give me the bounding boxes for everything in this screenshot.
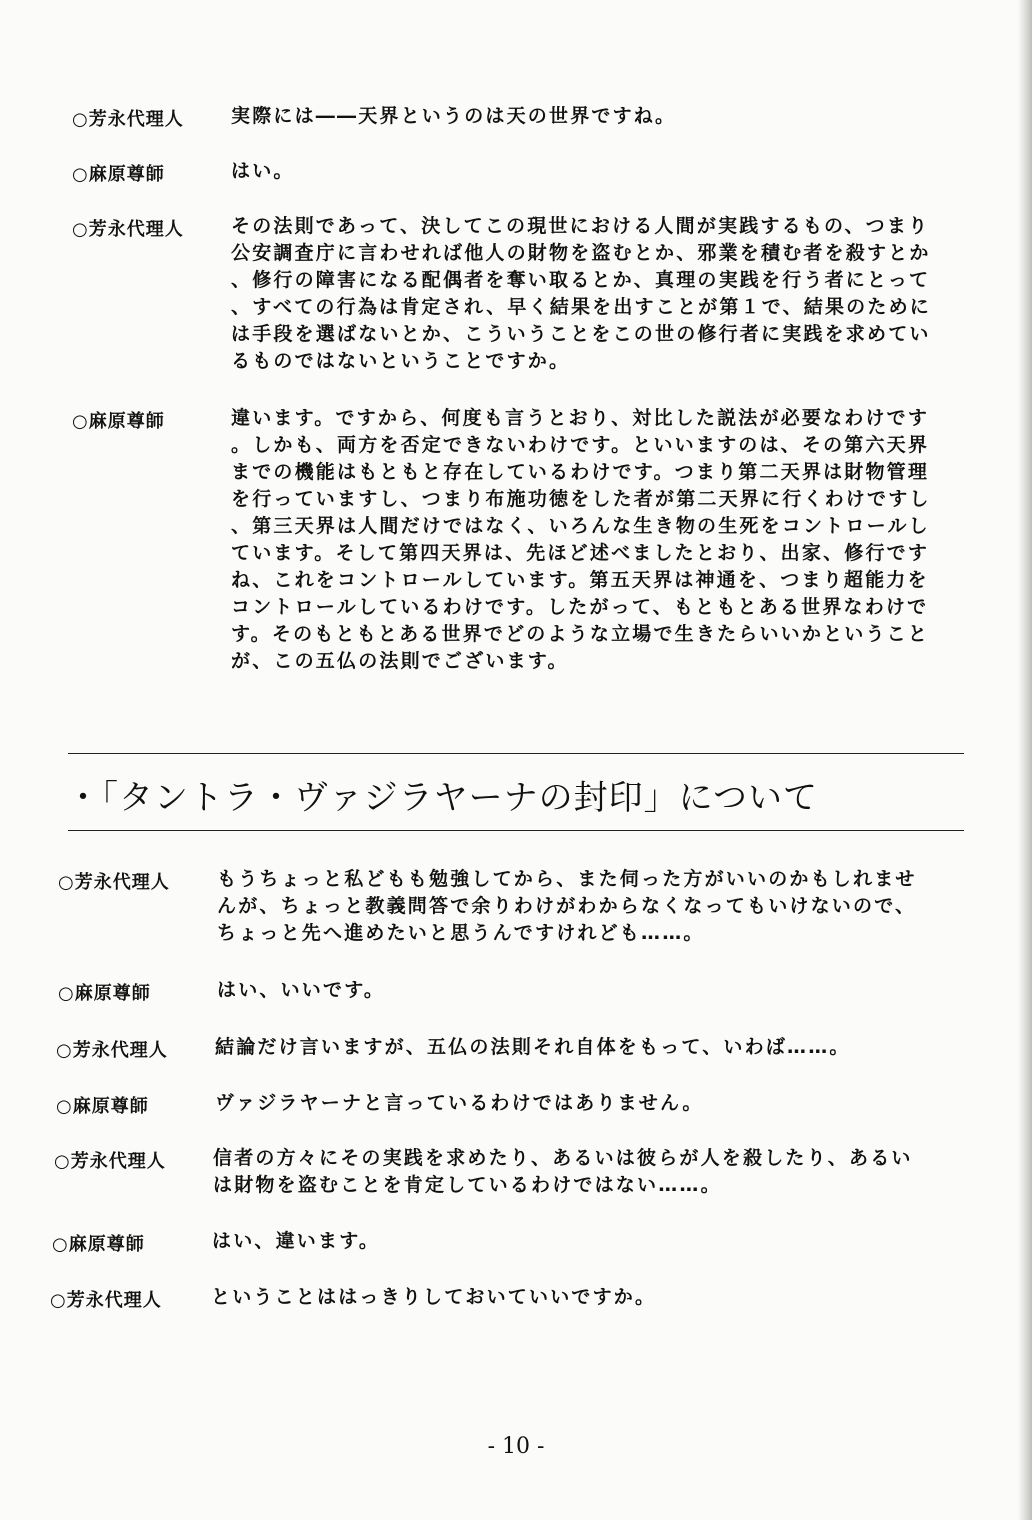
text-line: はい、違います。 [212, 1230, 381, 1252]
utterance-text [231, 405, 931, 675]
text-line: 信者の方々にその実践を求めたり、あるいは彼らが人を殺したり、あるい [213, 1147, 913, 1169]
text-line: ちょっと先へ進めたいと思うんですけれども……。 [217, 922, 705, 944]
section-heading: ・「タントラ・ヴァジラヤーナの封印」について [66, 778, 818, 818]
speaker-label: ○芳永代理人 [72, 219, 184, 240]
utterance-text [231, 103, 676, 130]
text-line: 。しかも、両方を否定できないわけです。といいますのは、その第六天界 [231, 434, 930, 456]
text-line: までの機能はもともと存在しているわけです。つまり第二天界は財物管理 [231, 461, 930, 483]
text-line: ね、これをコントロールしています。第五天界は神通を、つまり超能力を [231, 569, 929, 591]
text-line: 結論だけ言いますが、五仏の法則それ自体をもって、いわば……。 [215, 1036, 851, 1058]
speaker-label: ○芳永代理人 [72, 109, 184, 130]
utterance-text [215, 1034, 851, 1061]
text-line: もうちょっと私どもも勉強してから、また伺った方がいいのかもしれませ [217, 868, 917, 890]
speaker-label: ○芳永代理人 [58, 872, 170, 893]
text-line: は手段を選ばないとか、こういうことをこの世の修行者に実践を求めてい [231, 323, 931, 345]
utterance-text [211, 1284, 656, 1311]
text-line: は財物を盗むことを肯定しているわけではない……。 [213, 1174, 722, 1196]
text-line: その法則であって、決してこの現世における人間が実践するもの、つまり [231, 215, 930, 237]
text-line: 、修行の障害になる配偶者を奪い取るとか、真理の実践を行う者にとって [231, 269, 931, 291]
text-line: はい。 [231, 160, 295, 182]
text-line: が、この五仏の法則でございます。 [231, 650, 569, 672]
text-line: す。そのもともとある世界でどのような立場で生きたらいいかということ [231, 623, 930, 645]
utterance-text [213, 1145, 913, 1199]
utterance-text [217, 977, 385, 1004]
utterance-text [231, 213, 931, 375]
speaker-label: ○芳永代理人 [54, 1151, 166, 1172]
text-line: ています。そして第四天界は、先ほど述べましたとおり、出家、修行です [231, 542, 930, 564]
text-line: コントロールしているわけです。したがって、もともとある世界なわけで [231, 596, 929, 618]
text-line: を行っていますし、つまり布施功徳をした者が第二天界に行くわけですし [231, 488, 931, 510]
speaker-label: ○麻原尊師 [56, 1096, 149, 1117]
text-line: 違います。ですから、何度も言うとおり、対比した説法が必要なわけです [231, 407, 930, 429]
speaker-label: ○麻原尊師 [72, 411, 165, 432]
text-line: 実際には――天界というのは天の世界ですね。 [231, 105, 677, 127]
utterance-text [215, 1090, 704, 1117]
speaker-label: ○芳永代理人 [50, 1290, 162, 1311]
text-line: るものではないということですか。 [231, 350, 571, 372]
heading-rule-top [68, 753, 964, 754]
utterance-text [212, 1228, 380, 1255]
page-number: - 10 - [487, 1434, 545, 1459]
text-line: ヴァジラヤーナと言っているわけではありません。 [215, 1092, 704, 1114]
text-line: 、すべての行為は肯定され、早く結果を出すことが第１で、結果のために [231, 296, 931, 318]
text-line: はい、いいです。 [217, 979, 386, 1001]
text-line: ということははっきりしておいていいですか。 [211, 1286, 657, 1308]
utterance-text [231, 158, 295, 185]
text-line: んが、ちょっと教義問答で余りわけがわからなくなってもいけないので、 [217, 895, 917, 917]
text-line: 、第三天界は人間だけではなく、いろんな生き物の生死をコントロールし [231, 515, 930, 537]
speaker-label: ○麻原尊師 [52, 1234, 145, 1255]
speaker-label: ○麻原尊師 [58, 983, 151, 1004]
speaker-label: ○芳永代理人 [56, 1040, 168, 1061]
page-edge [1018, 0, 1032, 1520]
utterance-text [217, 866, 917, 947]
text-line: 公安調査庁に言わせれば他人の財物を盗むとか、邪業を積む者を殺すとか [231, 242, 931, 264]
speaker-label: ○麻原尊師 [72, 164, 165, 185]
heading-rule-bottom [68, 830, 964, 831]
